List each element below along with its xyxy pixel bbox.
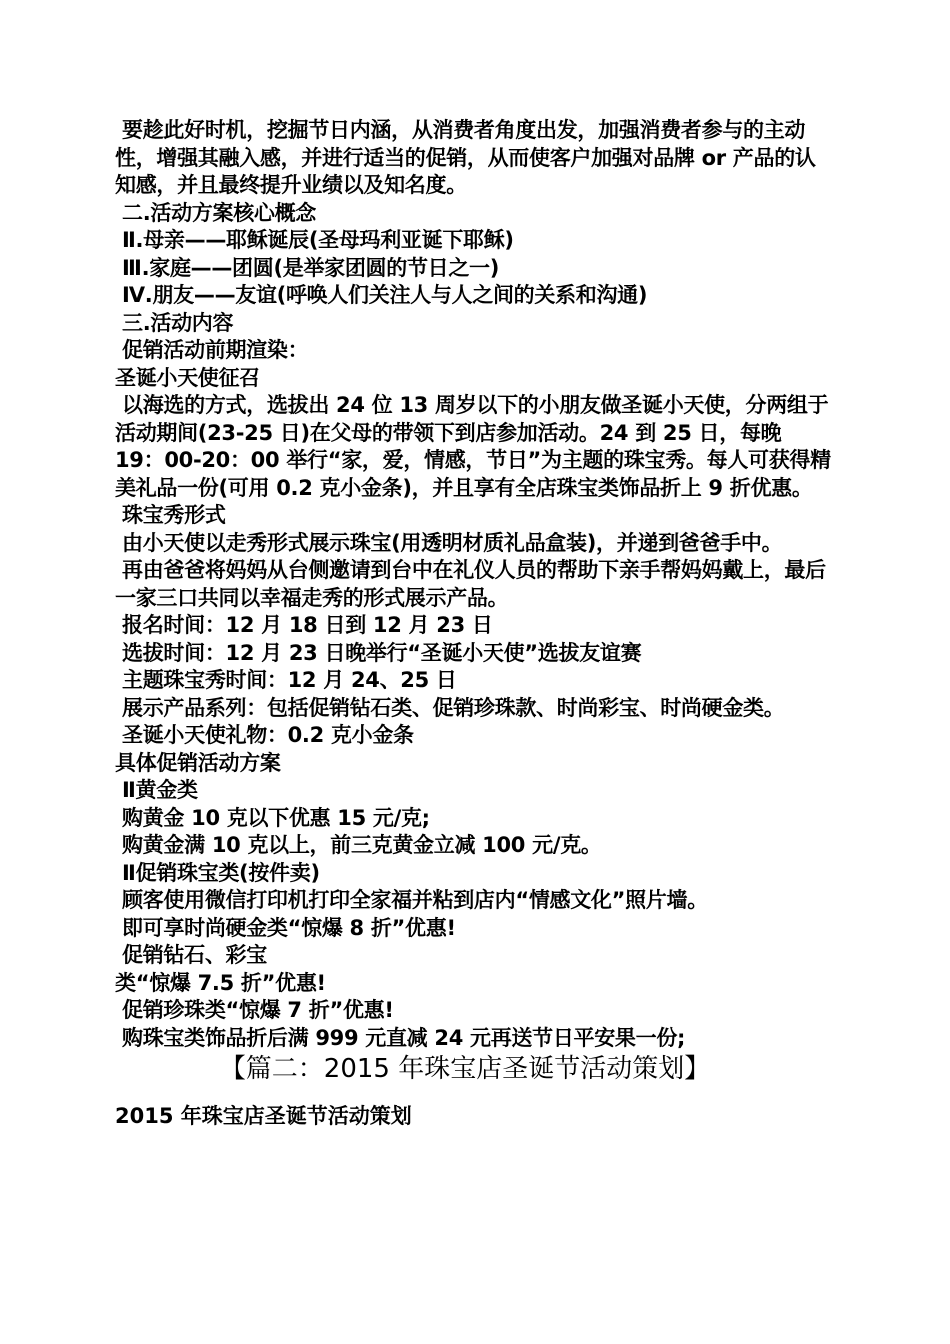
concept-item-mother: Ⅱ.母亲——耶稣诞辰(圣母玛利亚诞下耶稣): [115, 228, 514, 252]
part-two-title: 2015 年珠宝店圣诞节活动策划: [115, 1104, 412, 1128]
section-heading-part-two: 【篇二：2015 年珠宝店圣诞节活动策划】: [219, 1054, 711, 1084]
intro-paragraph: 要趁此好时机，挖掘节日内涵，从消费者角度出发，加强消费者参与的主动性，增强其融入感，并进行适当的促销，从而使客户加强对品牌 or 产品的认知感，并且最终提升业绩以及知名度。: [115, 118, 816, 197]
pearl-discount: 促销珍珠类“惊爆 7 折”优惠!: [115, 998, 394, 1022]
jewelry-show-paragraph-2: 再由爸爸将妈妈从台侧邀请到台中在礼仪人员的帮助下亲手帮妈妈戴上，最后一家三口共同以幸福走秀的形式展示产品。: [115, 558, 826, 610]
photo-wall-offer: 顾客使用微信打印机打印全家福并粘到店内“情感文化”照片墙。: [115, 888, 708, 912]
registration-time: 报名时间：12 月 18 日到 12 月 23 日: [115, 613, 493, 637]
document-body: [115, 117, 835, 1130]
hard-gold-discount: 即可享时尚硬金类“惊爆 8 折”优惠!: [115, 915, 456, 940]
jewelry-show-paragraph-1: 由小天使以走秀形式展示珠宝(用透明材质礼品盒装)，并递到爸爸手中。: [115, 530, 783, 555]
angel-gift: 圣诞小天使礼物：0.2 克小金条: [115, 723, 414, 747]
gold-offer-1: 购黄金 10 克以下优惠 15 元/克;: [115, 805, 430, 830]
gold-offer-2: 购黄金满 10 克以上，前三克黄金立减 100 元/克。: [115, 833, 602, 857]
section-heading-activity-content: 三.活动内容: [115, 310, 234, 335]
diamond-gem-line: 促销钻石、彩宝: [115, 943, 267, 967]
product-series: 展示产品系列：包括促销钻石类、促销珍珠款、时尚彩宝、时尚硬金类。: [115, 695, 785, 720]
subheading-angel-recruit: 圣诞小天使征召: [115, 365, 260, 390]
angel-recruit-paragraph: 以海选的方式，选拔出 24 位 13 周岁以下的小朋友做圣诞小天使，分两组于活动期间(23-25 日)在父母的带领下到店参加活动。24 到 25 日，每晚 19：00-20：00 举行“家，爱，情感，节日”为主题的珠宝秀。每人可获得精美礼品一份(可用 0.2 克小金条)，并且享有全店珠宝类饰品折上 9 折优惠。: [115, 393, 831, 500]
spend-reduction-offer: 购珠宝类饰品折后满 999 元直减 24 元再送节日平安果一份;: [115, 1025, 686, 1050]
selection-time: 选拔时间：12 月 23 日晚举行“圣诞小天使”选拔友谊赛: [115, 640, 642, 665]
subheading-pre-promotion: 促销活动前期渲染：: [115, 338, 309, 362]
subheading-jewelry-show: 珠宝秀形式: [115, 503, 226, 527]
diamond-gem-discount: 类“惊爆 7.5 折”优惠!: [115, 970, 326, 995]
gold-category-heading: Ⅱ黄金类: [115, 778, 198, 802]
jewelry-category-heading: Ⅱ促销珠宝类(按件卖): [115, 860, 320, 885]
subheading-promotion-plan: 具体促销活动方案: [115, 750, 281, 775]
section-heading-core-concept: 二.活动方案核心概念: [115, 200, 316, 225]
show-time: 主题珠宝秀时间：12 月 24、25 日: [115, 668, 457, 692]
concept-item-family: Ⅲ.家庭——团圆(是举家团圆的节日之一): [115, 255, 500, 280]
concept-item-friend: Ⅳ.朋友——友谊(呼唤人们关注人与人之间的关系和沟通): [115, 283, 648, 307]
